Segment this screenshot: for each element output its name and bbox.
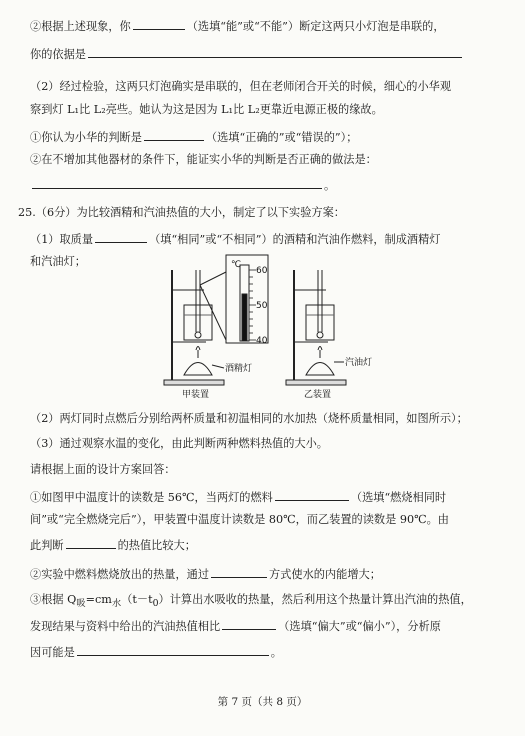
alcohol-lamp-label: 酒精灯 <box>225 364 253 374</box>
q24-line-7: 。 <box>30 176 525 194</box>
answer-blank[interactable] <box>88 45 462 58</box>
answer-blank[interactable] <box>133 17 185 30</box>
q25-answer-3: ③根据 $Q_吸=cm_水(t-t_0)$计算出水吸收的热量，然后利用这个热量计算出汽油的热值， <box>30 593 472 610</box>
answer-blank[interactable] <box>144 128 204 141</box>
apparatus-diagram <box>156 250 376 400</box>
q25-step-3: （3）通过观察水温的变化，由此判断两种燃料热值的大小。 <box>30 437 328 450</box>
q25-answer-3-end: 因可能是 。 <box>30 643 525 661</box>
q25-answer-3-cont: 发现结果与资料中给出的汽油热值相比 （选填“偏大”或“偏小”），分析原 <box>30 617 525 635</box>
answer-blank[interactable] <box>222 617 276 630</box>
apparatus-a <box>164 270 224 385</box>
q25-title: 25.（6分）为比较酒精和汽油热值的大小，制定了以下实验方案： <box>18 206 345 219</box>
gasoline-lamp-label: 汽油灯 <box>345 358 373 368</box>
q25-step-1: （1）取质量 （填“相同”或“不相同”）的酒精和汽油作燃料，制成酒精灯 <box>30 230 525 248</box>
caption-apparatus-b: 乙装置 <box>304 390 332 400</box>
q25-answer-1-cont: 间”或“完全燃烧完后”），甲装置中温度计读数是 80℃，而乙装置的读数是 90℃。由 <box>30 513 449 526</box>
answer-blank[interactable] <box>32 176 322 189</box>
tick-label: 50 <box>256 301 268 311</box>
tick-label: 40 <box>256 336 268 346</box>
experiment-figure <box>156 250 376 400</box>
q24-line-6: ②在不增加其他器材的条件下，能证实小华的判断是否正确的做法是： <box>30 153 377 166</box>
q25-answer-1: ①如图甲中温度计的读数是 56℃，当两灯的燃料 （选填“燃烧相同时 <box>30 488 525 506</box>
answer-blank[interactable] <box>77 643 269 656</box>
answer-blank[interactable] <box>95 230 147 243</box>
q25-answer-2: ②实验中燃料燃烧放出的热量，通过 方式使水的内能增大； <box>30 565 525 583</box>
answer-blank[interactable] <box>66 536 116 549</box>
q25-answer-1-end: 此判断 的热值比较大； <box>30 536 525 554</box>
thermometer-unit: ℃ <box>231 260 242 270</box>
q25-step-2: （2）两灯同时点燃后分别给两杯质量和初温相同的水加热（烧杯质量相同，如图所示）； <box>30 412 468 425</box>
answer-blank[interactable] <box>211 565 267 578</box>
apparatus-b <box>286 270 346 385</box>
tick-label: 60 <box>256 266 268 276</box>
q24-line-3: （2）经过检验，这两只灯泡确实是串联的，但在老师闭合开关的时候，细心的小华观 <box>30 80 452 93</box>
q25-step-1-cont: 和汽油灯； <box>30 255 86 268</box>
page-footer: 第 7 页（共 8 页） <box>217 696 308 708</box>
q24-line-4: 察到灯 L₁比 L₂亮些。她认为这是因为 L₁比 L₂更靠近电源正极的缘故。 <box>30 103 383 116</box>
answer-blank[interactable] <box>275 488 349 501</box>
q25-prompt: 请根据上面的设计方案回答： <box>30 463 176 476</box>
caption-apparatus-a: 甲装置 <box>182 390 210 400</box>
q24-line-5: ①你认为小华的判断是 （选填“正确的”或“错误的”）； <box>30 128 525 146</box>
q24-line-2: 你的依据是 <box>30 45 525 63</box>
q24-line-1: ②根据上述现象，你 （选填“能”或“不能”）断定这两只小灯泡是串联的， <box>30 17 525 35</box>
